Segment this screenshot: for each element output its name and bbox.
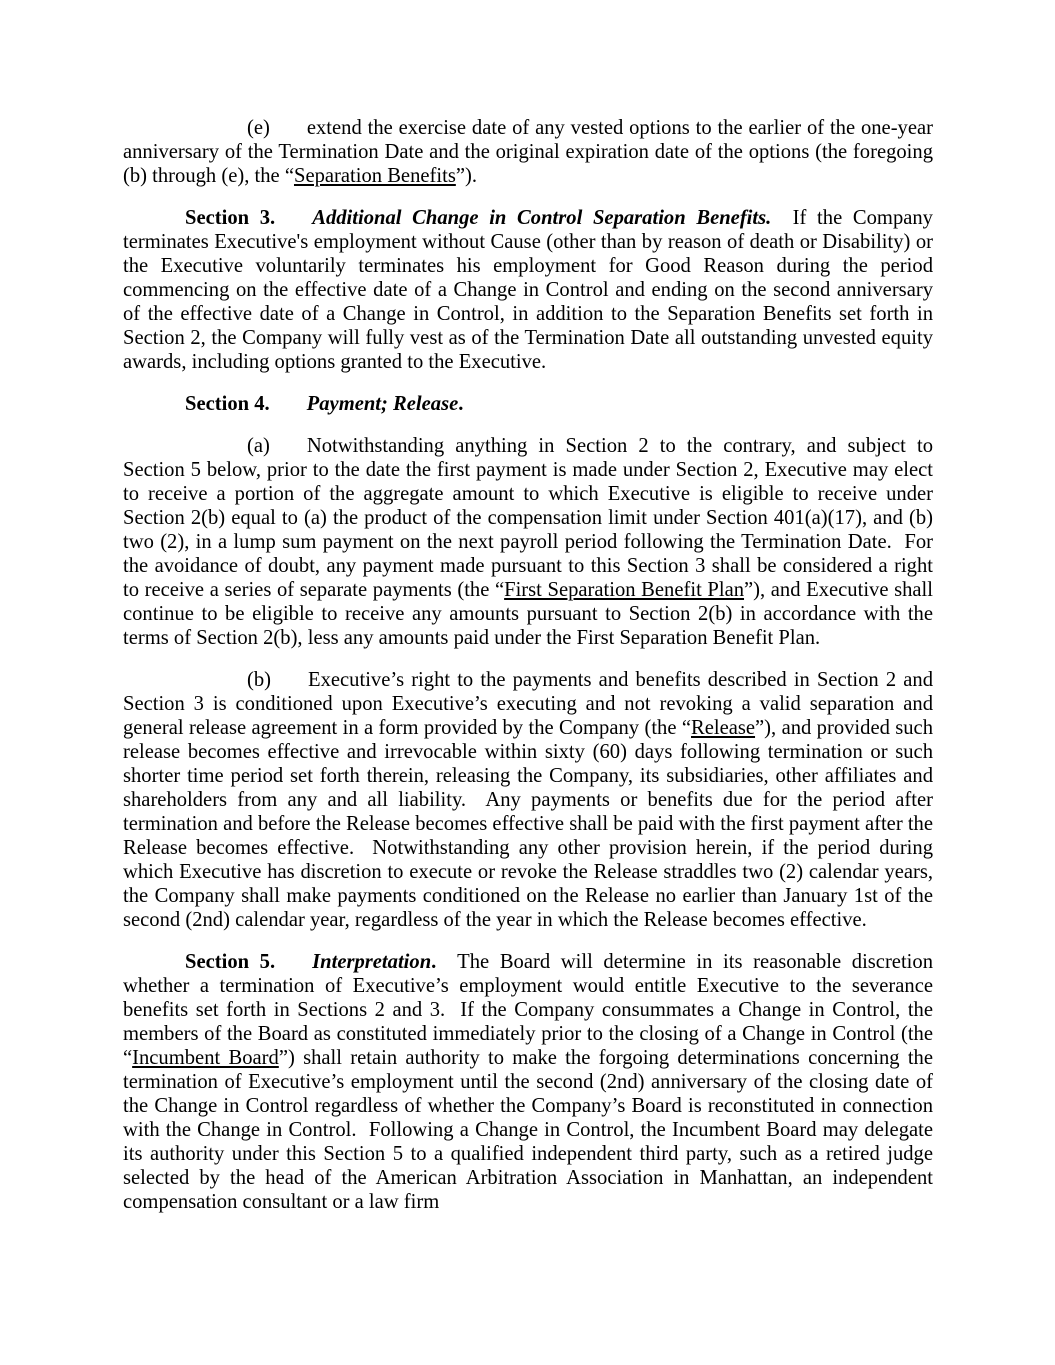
defined-term: First Separation Benefit Plan bbox=[504, 579, 745, 601]
paragraph-section-5 bbox=[123, 950, 939, 1214]
clause-label: (a) bbox=[247, 435, 270, 457]
body-text: Notwithstanding anything in Section 2 to the contrary, and subject to Section 5 below, prior to the date the first payment is made under Section 2, Executive may elect to receive a portion of the aggregate amount to which Executive is eligible to receive under Section 2(b) equal to (a) the product of the compensation limit under Section 401(a)(17), and (b) two (2), in a lump sum payment on the next payroll period following the Termination Date. For the avoidance of doubt, any payment made pursuant to this Section 3 shall be considered a right to receive a series of separate payments (the “ bbox=[123, 435, 939, 601]
section-label: Section 3. bbox=[185, 207, 276, 229]
body-text: ”), and provided such release becomes effective and irrevocable within sixty (60) days following termination or such shorter time period set forth therein, releasing the Company, its subsidiaries, other affiliates and shareholders from any and all liability. Any payments or benefits due for the period after termination and before the Release becomes effective shall be paid with the first payment after the Release becomes effective. Notwithstanding any other provision herein, if the period during which Executive has discretion to execute or revoke the Release straddles two (2) calendar years, the Company shall make payments conditioned on the Release no earlier than January 1st of the second (2nd) calendar year, regardless of the year in which the Release becomes effective. bbox=[123, 717, 939, 931]
body-text: extend the exercise date of any vested options to the earlier of the one-year anniversary of the Termination Date and the original expiration date of the options (the foregoing (b) through (e), the “ bbox=[123, 117, 939, 187]
paragraph-section-3 bbox=[123, 206, 939, 374]
body-text: ”). bbox=[455, 165, 477, 187]
section-label: Section 5. bbox=[185, 951, 276, 973]
paragraph-clause-b bbox=[123, 668, 939, 932]
section-title: Interpretation bbox=[312, 951, 432, 973]
paragraph-section-4-heading bbox=[123, 392, 933, 416]
body-text: The Board will determine in its reasonable discretion whether a termination of Executive’s employment would entitle Executive to the severance benefits set forth in Sections 2 and 3. If the Company consummates a Change in Control, the members of the Board as constituted immediately prior to the closing of a Change in Control (the “ bbox=[123, 951, 939, 1069]
section-title: Payment; Release bbox=[306, 393, 459, 415]
section-label: Section 4. bbox=[185, 393, 270, 415]
defined-term: Release bbox=[691, 717, 756, 739]
defined-term: Separation Benefits bbox=[293, 165, 456, 187]
body-text: Executive’s right to the payments and benefits described in Section 2 and Section 3 is conditioned upon Executive’s executing and not revoking a valid separation and general release agreement in a form provided by the Company (the “ bbox=[123, 669, 939, 739]
body-text: ”) shall retain authority to make the forgoing determinations concerning the termination of Executive’s employment until the second (2nd) anniversary of the closing date of the Change in Control regardless of whether the Company’s Board is reconstituted in connection with the Change in Control. Following a Change in Control, the Incumbent Board may delegate its authority under this Section 5 to a qualified independent third party, such as a retired judge selected by the head of the American Arbitration Association in Manhattan, an independent compensation consultant or a law firm bbox=[123, 1047, 939, 1213]
paragraph-clause-a bbox=[123, 434, 939, 650]
section-title: Additional Change in Control Separation Benefits. bbox=[312, 207, 772, 229]
body-text: ”), and Executive shall continue to be eligible to receive any amounts pursuant to Section 2(b) in accordance with the terms of Section 2(b), less any amounts paid under the First Separation Benefit Plan. bbox=[123, 579, 939, 649]
paragraph-clause-e bbox=[123, 116, 939, 188]
section-title-period: . bbox=[431, 951, 437, 973]
clause-label: (b) bbox=[247, 669, 272, 691]
body-text: If the Company terminates Executive's employment without Cause (other than by reason of death or Disability) or the Executive voluntarily terminates his employment for Good Reason during the period commencing on the effective date of a Change in Control and ending on the second anniversary of the effective date of a Change in Control, in addition to the Separation Benefits set forth in Section 2, the Company will fully vest as of the Termination Date all outstanding unvested equity awards, including options granted to the Executive. bbox=[123, 207, 939, 373]
clause-label: (e) bbox=[247, 117, 270, 139]
section-title-period: . bbox=[458, 393, 464, 415]
defined-term: Incumbent Board bbox=[132, 1047, 279, 1069]
